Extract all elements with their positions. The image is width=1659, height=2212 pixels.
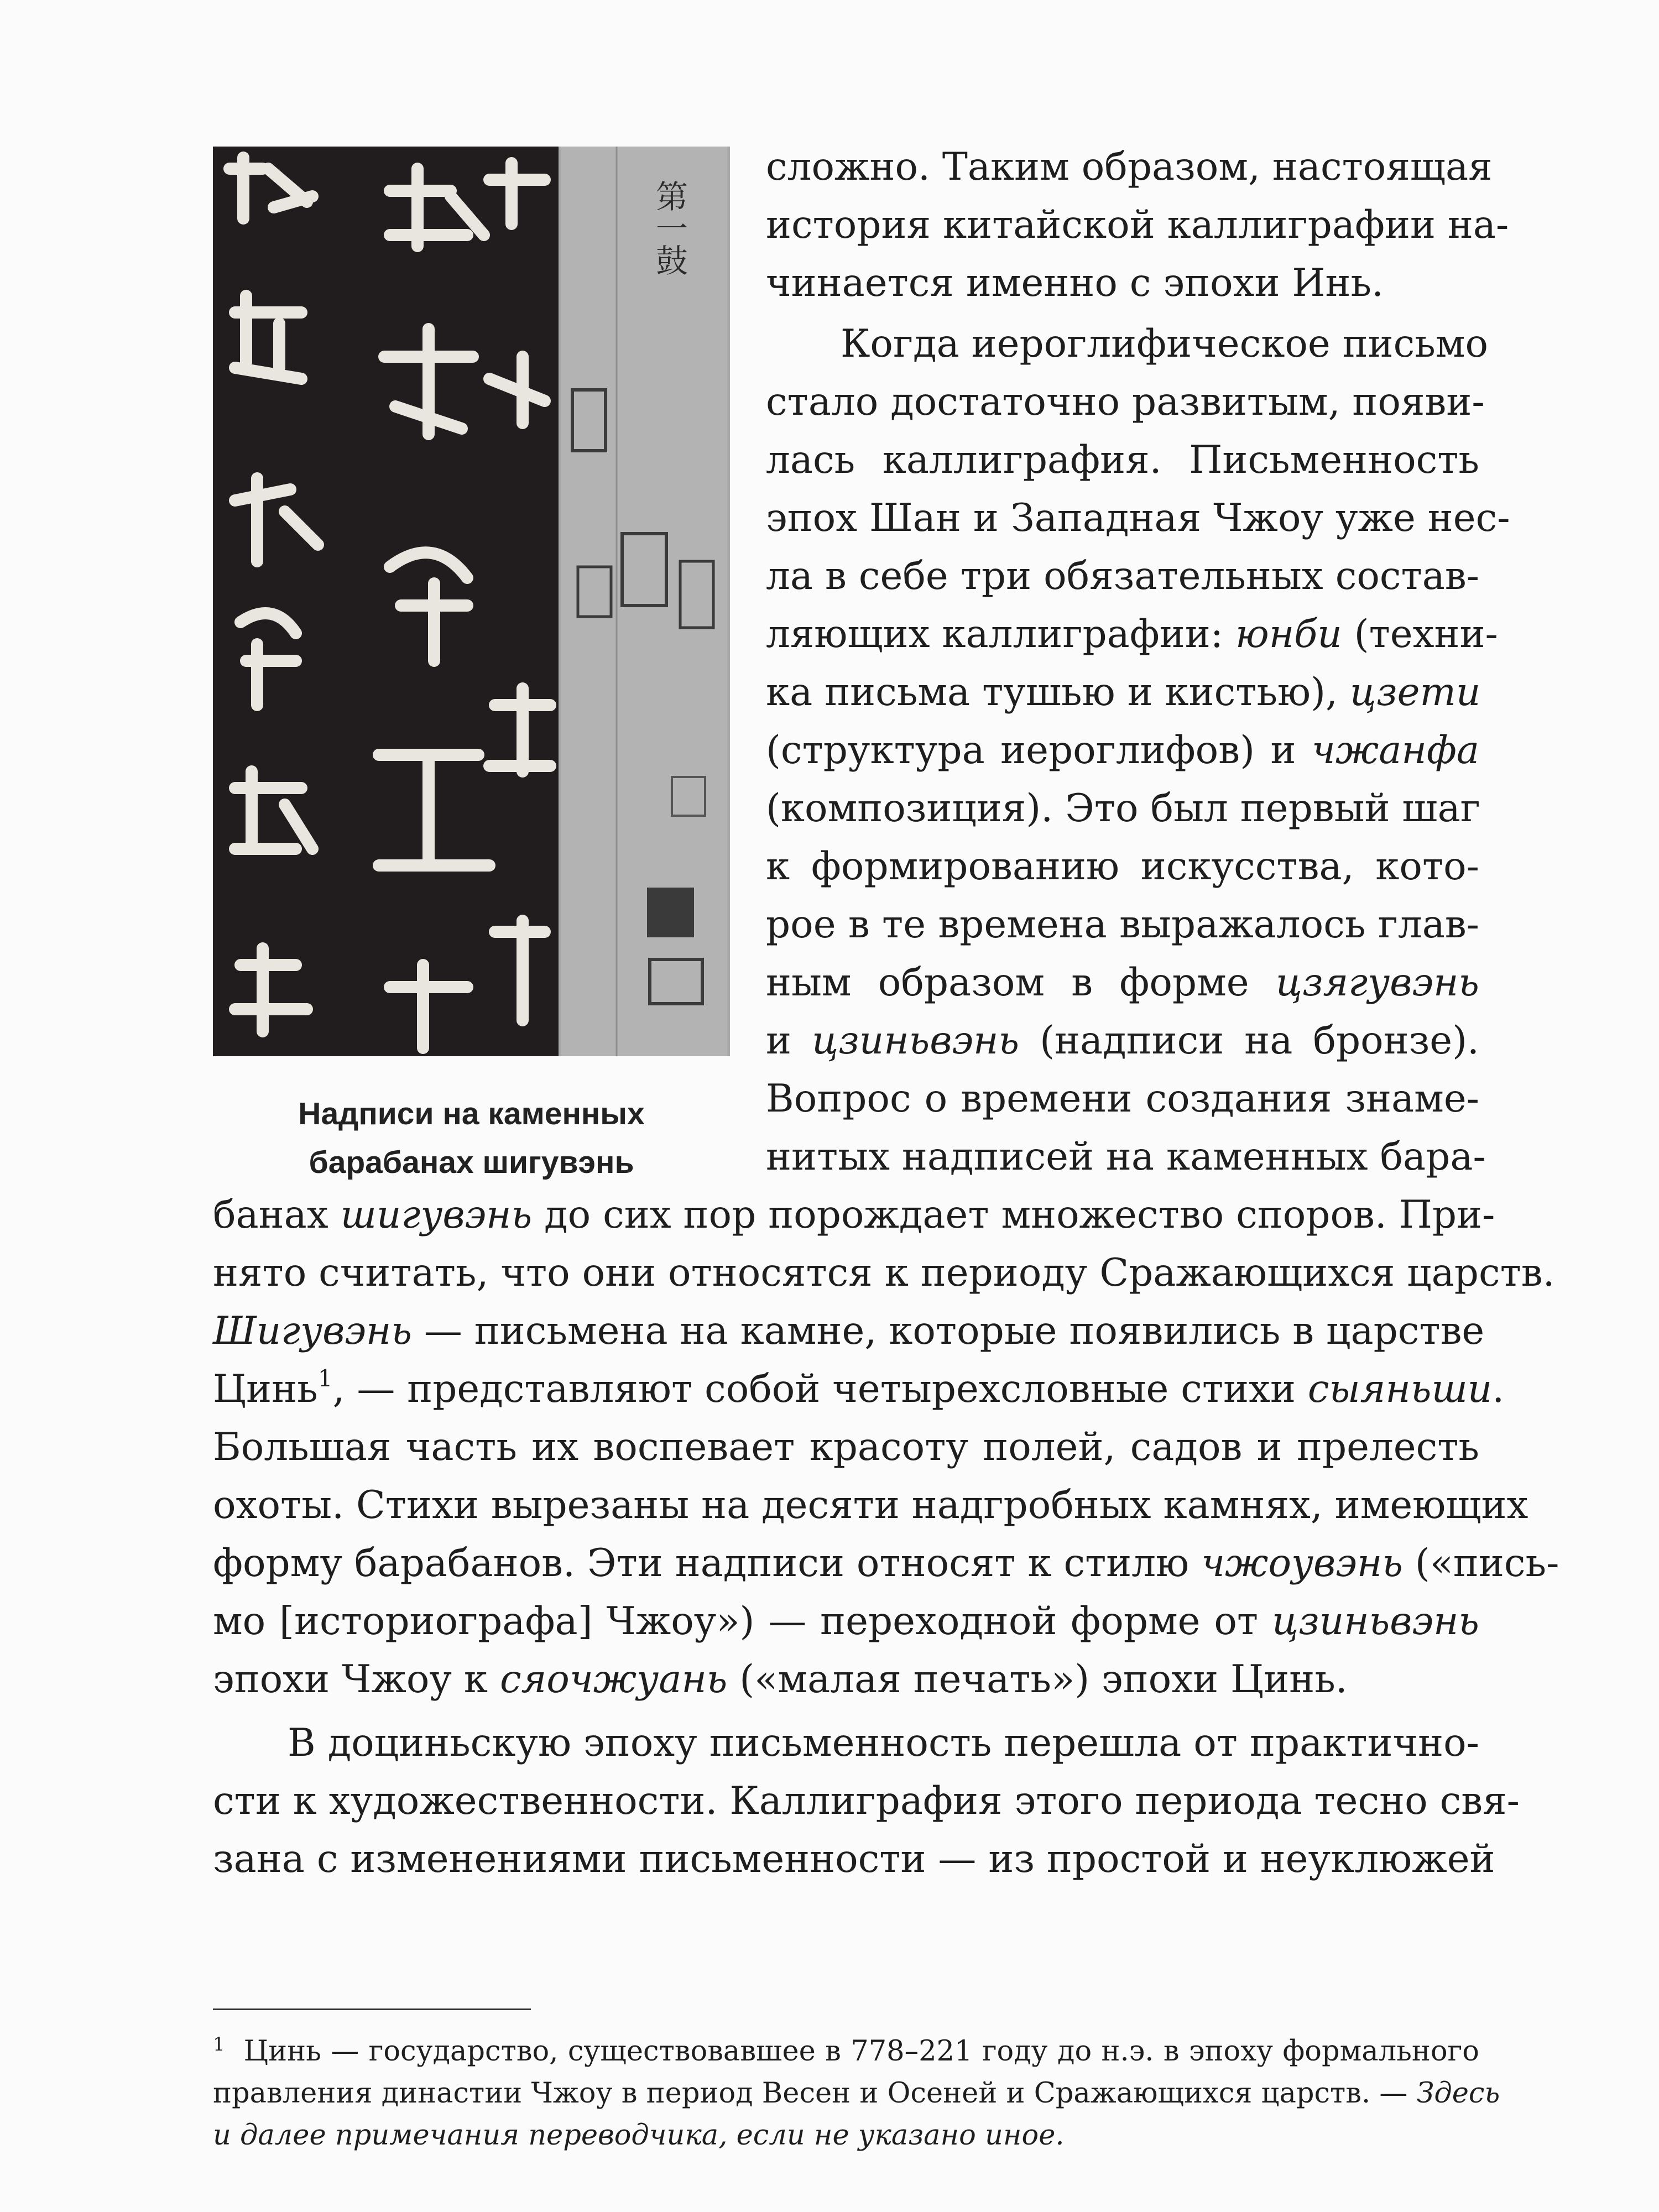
text-line: к формированию искусства, кото- [766, 844, 1479, 889]
text-line: сти к художественности. Каллиграфия этого периода тесно свя- [213, 1779, 1520, 1823]
text-line: охоты. Стихи вырезаны на десяти надгробных камнях, имеющих [213, 1483, 1528, 1527]
text-line: ляющих каллиграфии: юнби (техни- [766, 612, 1498, 656]
vertical-label: 第一鼓 [650, 180, 688, 276]
rubbing-illustration [213, 147, 730, 1056]
caption-line-2: барабанах шигувэнь [309, 1145, 634, 1180]
paragraph-start-line: В доциньскую эпоху письменность перешла от практично- [288, 1721, 1479, 1765]
text-line: Цинь$^1$, — представляют собой четырехсловные стихи сыяньши. [213, 1365, 1505, 1411]
text-line: Большая часть их воспевает красоту полей, садов и прелесть [213, 1425, 1479, 1469]
paragraph-start-line: Когда иероглифическое письмо [841, 322, 1489, 366]
text-line: ка письма тушью и кистью), цзети [766, 670, 1481, 714]
text-line: чинается именно с эпохи Инь. [766, 261, 1384, 305]
text-line: форму барабанов. Эти надписи относят к стилю чжоувэнь («пись- [213, 1541, 1559, 1585]
footnote-mark: 1 [213, 2033, 225, 2056]
text-line: стало достаточно развитым, появи- [766, 380, 1485, 424]
footnote-line: правления династии Чжоу в период Весен и Осеней и Сражающихся царств. — Здесь [213, 2077, 1500, 2110]
figure-caption [213, 1089, 730, 1187]
text-line: зана с изменениями письменности — из простой и неуклюжей [213, 1837, 1495, 1881]
text-line: (композиция). Это был первый шаг [766, 786, 1480, 831]
text-line: сложно. Таким образом, настоящая [766, 145, 1493, 189]
text-line: Шигувэнь — письмена на камне, которые появились в царстве [213, 1309, 1485, 1353]
caption-line-1: Надписи на каменных [298, 1096, 645, 1131]
text-line: ным образом в форме цзягувэнь [766, 961, 1479, 1005]
text-line: лась каллиграфия. Письменность [766, 438, 1479, 482]
text-line: (структура иероглифов) и чжанфа [766, 728, 1479, 773]
text-line: банах шигувэнь до сих пор порождает множество споров. При- [213, 1193, 1495, 1237]
text-line: Вопрос о времени создания знаме- [766, 1077, 1479, 1121]
footnote-line: $^1$ Цинь — государство, существовавшее в 778–221 году до н.э. в эпоху формального [213, 2033, 1479, 2068]
text-line: рое в те времена выражалось глав- [766, 902, 1479, 947]
text-line: и цзиньвэнь (надписи на бронзе). [766, 1019, 1479, 1063]
stone-drum-rubbing-image [213, 147, 730, 1056]
text-line: история китайской каллиграфии на- [766, 203, 1509, 247]
footnote-line: и далее примечания переводчика, если не указано иное. [213, 2119, 1065, 2152]
footnote-ref[interactable]: 1 [317, 1365, 333, 1392]
text-line: эпох Шан и Западная Чжоу уже нес- [766, 496, 1510, 540]
text-line: мо [историографа] Чжоу») — переходной форме от цзиньвэнь [213, 1599, 1479, 1644]
text-line: нитых надписей на каменных бара- [766, 1135, 1486, 1179]
text-line: ла в себе три обязательных состав- [766, 554, 1479, 598]
text-line: эпохи Чжоу к сяочжуань («малая печать») эпохи Цинь. [213, 1657, 1348, 1702]
footnote-divider [213, 2008, 531, 2010]
text-line: нято считать, что они относятся к периоду Сражающихся царств. [213, 1251, 1555, 1295]
